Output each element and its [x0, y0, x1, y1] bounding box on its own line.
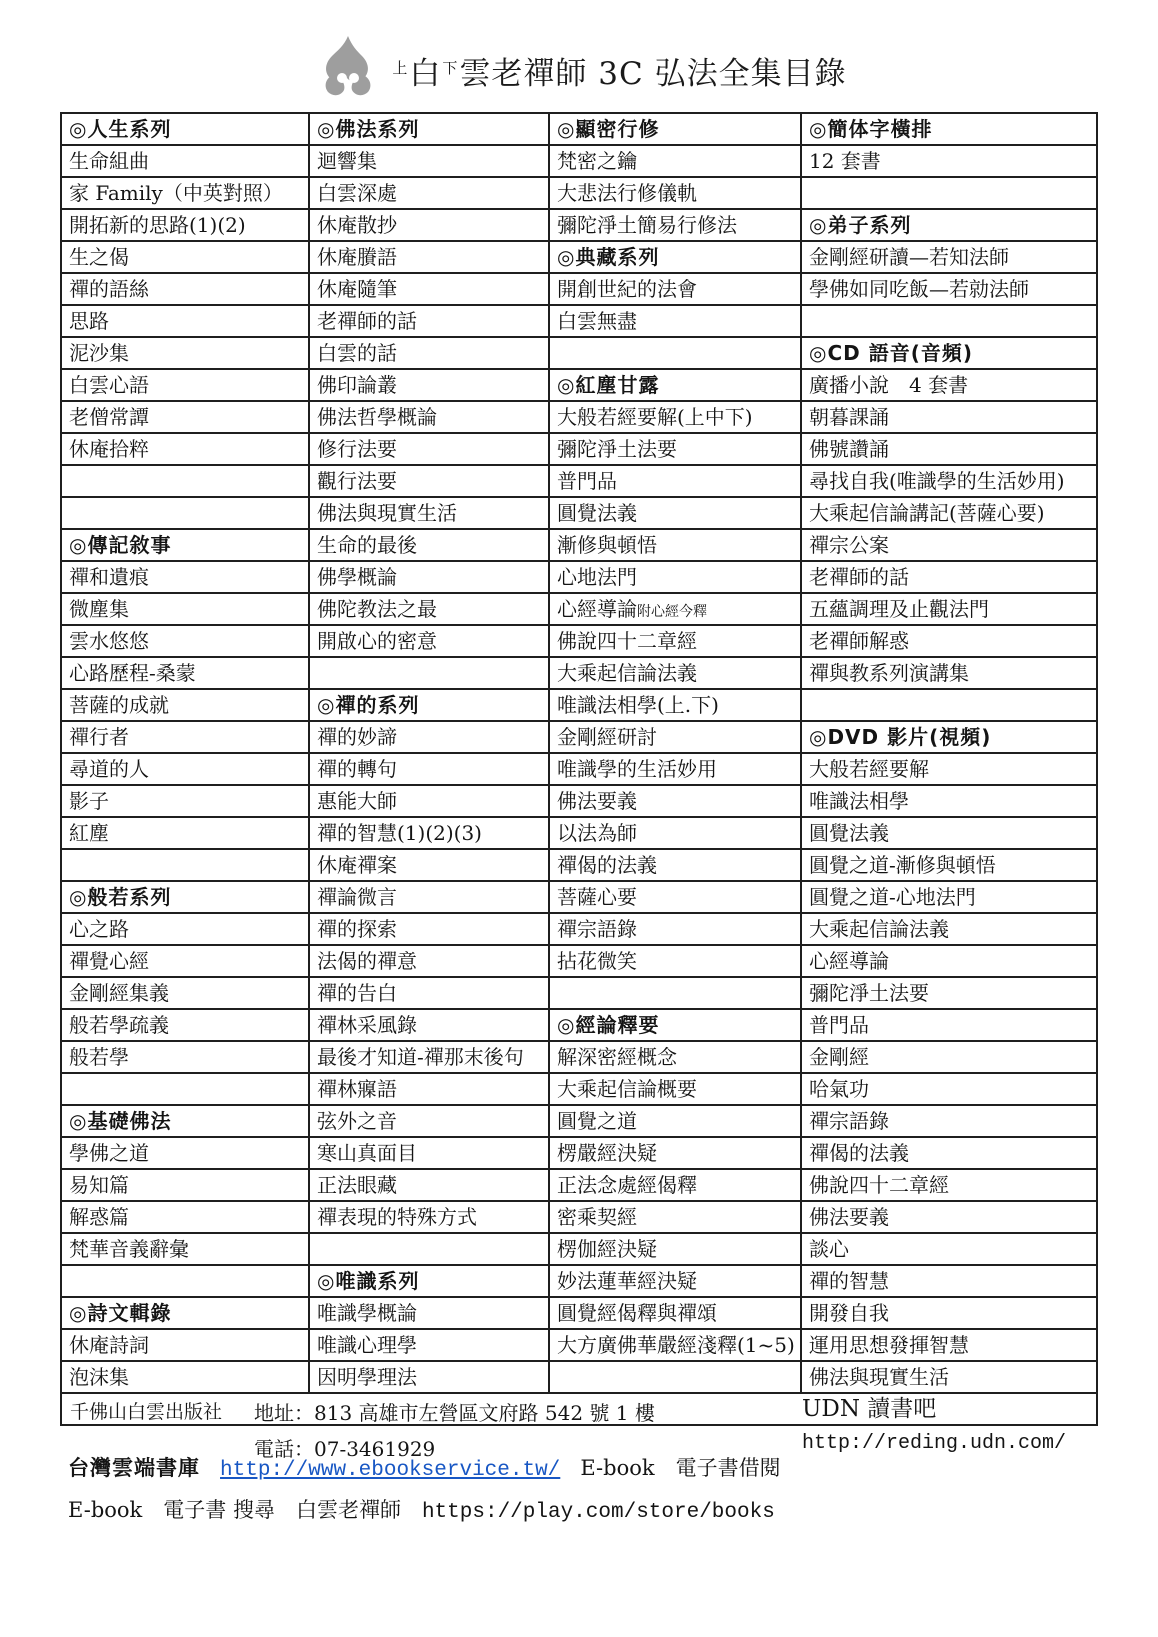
book-title-cell: 普門品 — [801, 1009, 1097, 1041]
series-header-cell: ◎DVD 影片(視頻) — [801, 721, 1097, 753]
series-header-cell: ◎經論釋要 — [549, 1009, 801, 1041]
udn-bookstore-label: UDN 讀書吧 — [802, 1396, 937, 1422]
book-title-cell: 禪偈的法義 — [549, 849, 801, 881]
book-title-cell: 12 套書 — [801, 145, 1097, 177]
table-row — [61, 945, 1097, 977]
book-title-cell: 最後才知道-禪那末後句 — [309, 1041, 549, 1073]
ebook-search-line — [68, 1494, 1158, 1524]
series-header-cell: ◎傳記敘事 — [61, 529, 309, 561]
book-title-cell: 般若學疏義 — [61, 1009, 309, 1041]
table-row — [61, 177, 1097, 209]
table-row — [61, 497, 1097, 529]
book-title-cell: 正法眼藏 — [309, 1169, 549, 1201]
page-header — [0, 0, 1158, 98]
table-row — [61, 145, 1097, 177]
book-title-cell: 彌陀淨土法要 — [801, 977, 1097, 1009]
table-row — [61, 593, 1097, 625]
book-title-cell: 佛法與現實生活 — [801, 1361, 1097, 1393]
book-title-cell: 休庵拾粹 — [61, 433, 309, 465]
book-title-cell: 生之偈 — [61, 241, 309, 273]
book-title-cell: 金剛經 — [801, 1041, 1097, 1073]
book-title-cell: 禪宗公案 — [801, 529, 1097, 561]
book-title-cell: 心經導論 — [801, 945, 1097, 977]
book-title-cell: 白雲無盡 — [549, 305, 801, 337]
book-title-cell: 觀行法要 — [309, 465, 549, 497]
publisher-address: 地址：813 高雄市左營區文府路 542 號 1 樓 — [254, 1401, 655, 1425]
table-row — [61, 529, 1097, 561]
book-title-cell: 心之路 — [61, 913, 309, 945]
book-title-cell: 金剛經研讀—若知法師 — [801, 241, 1097, 273]
book-title-cell: 佛法要義 — [549, 785, 801, 817]
book-title-cell: 開拓新的思路(1)(2) — [61, 209, 309, 241]
cloud-library-label: 台灣雲端書庫 — [68, 1455, 200, 1480]
publisher-name: 千佛山白雲出版社 — [70, 1401, 223, 1423]
book-title-cell: 解深密經概念 — [549, 1041, 801, 1073]
table-row — [61, 753, 1097, 785]
book-title-cell: 禪的妙諦 — [309, 721, 549, 753]
table-row — [61, 209, 1097, 241]
book-title-cell: 朝暮課誦 — [801, 401, 1097, 433]
empty-cell — [309, 1233, 549, 1265]
title-honorific-upper: 上 — [392, 58, 409, 77]
book-title-cell: 休庵散抄 — [309, 209, 549, 241]
book-title-cell: 廣播小說 4 套書 — [801, 369, 1097, 401]
cloud-library-suffix: E-book 電子書借閱 — [580, 1456, 781, 1480]
book-title-cell: 圓覺法義 — [549, 497, 801, 529]
book-title-cell: 梵密之鑰 — [549, 145, 801, 177]
series-header-cell: ◎基礎佛法 — [61, 1105, 309, 1137]
book-title-cell: 思路 — [61, 305, 309, 337]
book-title-cell: 唯識法相學 — [801, 785, 1097, 817]
book-title-cell: 老禪師解惑 — [801, 625, 1097, 657]
table-row — [61, 1009, 1097, 1041]
table-row — [61, 785, 1097, 817]
book-title-cell: 開啟心的密意 — [309, 625, 549, 657]
empty-cell — [61, 849, 309, 881]
series-header-cell: ◎簡体字橫排 — [801, 113, 1097, 145]
book-title-cell: 大悲法行修儀軌 — [549, 177, 801, 209]
book-title-cell: 菩薩的成就 — [61, 689, 309, 721]
page-title: $^上$白$^下$雲老禪師 3C 弘法全集目錄 — [392, 56, 847, 92]
book-title-cell: 佛說四十二章經 — [801, 1169, 1097, 1201]
book-title-cell: 大方廣佛華嚴經淺釋(1~5) — [549, 1329, 801, 1361]
table-row — [61, 1329, 1097, 1361]
book-title-cell: 彌陀淨土法要 — [549, 433, 801, 465]
table-row — [61, 1105, 1097, 1137]
book-title-cell: 泡沫集 — [61, 1361, 309, 1393]
book-title-cell: 佛號讚誦 — [801, 433, 1097, 465]
book-title-cell: 學佛如同吃飯—若勍法師 — [801, 273, 1097, 305]
series-header-cell: ◎CD 語音(音頻) — [801, 337, 1097, 369]
series-header-cell: ◎詩文輯錄 — [61, 1297, 309, 1329]
table-row — [61, 465, 1097, 497]
book-title-cell: 心經導論附心經今釋 — [549, 593, 801, 625]
book-title-cell: 禪的告白 — [309, 977, 549, 1009]
table-row — [61, 433, 1097, 465]
book-title-cell: 禪覺心經 — [61, 945, 309, 977]
udn-bookstore-url: http://reding.udn.com/ — [802, 1432, 1067, 1455]
book-title-cell: 惠能大師 — [309, 785, 549, 817]
book-title-cell: 金剛經研討 — [549, 721, 801, 753]
book-title-cell: 老僧常譚 — [61, 401, 309, 433]
book-title-cell: 正法念處經偈釋 — [549, 1169, 801, 1201]
catalog-table-body — [61, 113, 1097, 1393]
book-title-cell: 影子 — [61, 785, 309, 817]
book-title-cell: 生命組曲 — [61, 145, 309, 177]
book-title-cell: 大乘起信論講記(菩薩心要) — [801, 497, 1097, 529]
series-header-cell: ◎弟子系列 — [801, 209, 1097, 241]
series-header-cell: ◎唯識系列 — [309, 1265, 549, 1297]
book-title-cell: 休庵隨筆 — [309, 273, 549, 305]
book-title-cell: 圓覺經偈釋與禪頌 — [549, 1297, 801, 1329]
publisher-phone: 電話：07-3461929 — [254, 1437, 436, 1461]
book-title-cell: 雲水悠悠 — [61, 625, 309, 657]
empty-cell — [549, 337, 801, 369]
book-title-cell: 佛法與現實生活 — [309, 497, 549, 529]
book-title-cell: 彌陀淨土簡易行修法 — [549, 209, 801, 241]
book-title-cell: 運用思想發揮智慧 — [801, 1329, 1097, 1361]
table-row — [61, 1073, 1097, 1105]
table-row — [61, 369, 1097, 401]
book-title-cell: 佛陀教法之最 — [309, 593, 549, 625]
book-title-cell: 圓覺之道 — [549, 1105, 801, 1137]
empty-cell — [309, 657, 549, 689]
book-title-cell: 寒山真面目 — [309, 1137, 549, 1169]
table-row — [61, 625, 1097, 657]
book-title-cell: 禪的轉句 — [309, 753, 549, 785]
book-title-cell: 圓覺之道-漸修與頓悟 — [801, 849, 1097, 881]
table-row — [61, 1137, 1097, 1169]
book-title-cell: 唯識學概論 — [309, 1297, 549, 1329]
book-title-cell: 生命的最後 — [309, 529, 549, 561]
book-title-cell: 禪和遺痕 — [61, 561, 309, 593]
book-title-cell: 哈氣功 — [801, 1073, 1097, 1105]
book-title-cell: 拈花微笑 — [549, 945, 801, 977]
book-title-cell: 漸修與頓悟 — [549, 529, 801, 561]
table-row — [61, 689, 1097, 721]
book-title-cell: 休庵詩詞 — [61, 1329, 309, 1361]
book-title-cell: 普門品 — [549, 465, 801, 497]
book-title-cell: 學佛之道 — [61, 1137, 309, 1169]
book-title-cell: 禪的探索 — [309, 913, 549, 945]
book-title-cell: 禪偈的法義 — [801, 1137, 1097, 1169]
book-title-cell: 法偈的禪意 — [309, 945, 549, 977]
book-title-cell: 唯識心理學 — [309, 1329, 549, 1361]
empty-cell — [61, 497, 309, 529]
empty-cell — [61, 1265, 309, 1297]
book-title-cell: 大乘起信論法義 — [549, 657, 801, 689]
table-row — [61, 1041, 1097, 1073]
book-title-cell: 禪論微言 — [309, 881, 549, 913]
lotus-hands-logo-icon — [311, 34, 385, 98]
publisher-cell — [61, 1393, 1097, 1461]
book-title-cell: 梵華音義辭彙 — [61, 1233, 309, 1265]
book-title-cell: 佛印論叢 — [309, 369, 549, 401]
book-title-cell: 圓覺之道-心地法門 — [801, 881, 1097, 913]
empty-cell — [61, 1073, 309, 1105]
book-title-cell: 禪宗語錄 — [549, 913, 801, 945]
table-row — [61, 401, 1097, 433]
play-store-url: https://play.com/store/books — [421, 1501, 775, 1524]
ebook-search-text: E-book 電子書 搜尋 白雲老禪師 — [68, 1498, 422, 1522]
table-row — [61, 721, 1097, 753]
book-title-cell: 金剛經集義 — [61, 977, 309, 1009]
table-row — [61, 113, 1097, 145]
book-title-cell: 大般若經要解 — [801, 753, 1097, 785]
book-title-cell: 白雲心語 — [61, 369, 309, 401]
book-title-cell: 微塵集 — [61, 593, 309, 625]
series-header-cell: ◎禪的系列 — [309, 689, 549, 721]
book-title-cell: 心地法門 — [549, 561, 801, 593]
book-title-cell: 楞伽經決疑 — [549, 1233, 801, 1265]
book-title-cell: 尋道的人 — [61, 753, 309, 785]
book-title-cell: 紅塵 — [61, 817, 309, 849]
book-title-cell: 以法為師 — [549, 817, 801, 849]
table-row — [61, 849, 1097, 881]
book-title-cell: 佛學概論 — [309, 561, 549, 593]
book-title-cell: 禪表現的特殊方式 — [309, 1201, 549, 1233]
book-title-cell: 佛法要義 — [801, 1201, 1097, 1233]
book-title-cell: 開發自我 — [801, 1297, 1097, 1329]
table-row — [61, 1233, 1097, 1265]
table-row — [61, 1297, 1097, 1329]
book-title-cell: 五蘊調理及止觀法門 — [801, 593, 1097, 625]
book-title-cell: 密乘契經 — [549, 1201, 801, 1233]
book-title-cell: 禪的語絲 — [61, 273, 309, 305]
book-title-cell: 禪宗語錄 — [801, 1105, 1097, 1137]
cloud-library-line — [68, 1452, 1158, 1482]
empty-cell — [801, 177, 1097, 209]
empty-cell — [61, 465, 309, 497]
table-row — [61, 1265, 1097, 1297]
book-title-cell: 尋找自我(唯識學的生活妙用) — [801, 465, 1097, 497]
table-row — [61, 977, 1097, 1009]
table-row — [61, 913, 1097, 945]
book-title-cell: 大乘起信論法義 — [801, 913, 1097, 945]
book-title-cell: 老禪師的話 — [309, 305, 549, 337]
book-title-cell: 大乘起信論概要 — [549, 1073, 801, 1105]
book-title-cell: 休庵禪案 — [309, 849, 549, 881]
book-title-cell: 大般若經要解(上中下) — [549, 401, 801, 433]
book-title-cell: 唯識學的生活妙用 — [549, 753, 801, 785]
empty-cell — [549, 977, 801, 1009]
book-title-cell: 佛法哲學概論 — [309, 401, 549, 433]
series-header-cell: ◎紅塵甘露 — [549, 369, 801, 401]
book-title-cell: 泥沙集 — [61, 337, 309, 369]
table-row — [61, 305, 1097, 337]
publisher-row — [61, 1393, 1097, 1425]
empty-cell — [549, 1361, 801, 1393]
book-title-cell: 禪的智慧 — [801, 1265, 1097, 1297]
book-title-cell: 楞嚴經決疑 — [549, 1137, 801, 1169]
empty-cell — [801, 689, 1097, 721]
book-title-cell: 禪行者 — [61, 721, 309, 753]
catalog-table — [60, 112, 1098, 1461]
book-title-cell: 修行法要 — [309, 433, 549, 465]
series-header-cell: ◎人生系列 — [61, 113, 309, 145]
book-title-cell: 菩薩心要 — [549, 881, 801, 913]
table-row — [61, 1169, 1097, 1201]
book-title-cell: 禪的智慧(1)(2)(3) — [309, 817, 549, 849]
table-row — [61, 1361, 1097, 1393]
book-title-cell: 休庵賸語 — [309, 241, 549, 273]
series-header-cell: ◎般若系列 — [61, 881, 309, 913]
book-title-cell: 唯識法相學(上.下) — [549, 689, 801, 721]
table-row — [61, 337, 1097, 369]
book-title-cell: 開創世紀的法會 — [549, 273, 801, 305]
series-header-cell: ◎典藏系列 — [549, 241, 801, 273]
table-row — [61, 817, 1097, 849]
table-row — [61, 561, 1097, 593]
book-title-cell: 白雲深處 — [309, 177, 549, 209]
book-title-cell: 迴響集 — [309, 145, 549, 177]
empty-cell — [801, 305, 1097, 337]
table-row — [61, 241, 1097, 273]
book-title-cell: 老禪師的話 — [801, 561, 1097, 593]
book-title-cell: 談心 — [801, 1233, 1097, 1265]
page-footer — [68, 1452, 1158, 1524]
table-row — [61, 881, 1097, 913]
book-title-cell: 易知篇 — [61, 1169, 309, 1201]
cloud-library-link[interactable]: http://www.ebookservice.tw/ — [220, 1459, 561, 1482]
book-title-cell: 白雲的話 — [309, 337, 549, 369]
series-header-cell: ◎顯密行修 — [549, 113, 801, 145]
book-title-cell: 禪林采風錄 — [309, 1009, 549, 1041]
book-title-cell: 妙法蓮華經決疑 — [549, 1265, 801, 1297]
book-title-cell: 般若學 — [61, 1041, 309, 1073]
table-row — [61, 273, 1097, 305]
book-title-cell: 因明學理法 — [309, 1361, 549, 1393]
table-row — [61, 1201, 1097, 1233]
book-title-cell: 心路歷程-桑蒙 — [61, 657, 309, 689]
book-title-cell: 解惑篇 — [61, 1201, 309, 1233]
book-title-cell: 弦外之音 — [309, 1105, 549, 1137]
book-title-cell: 圓覺法義 — [801, 817, 1097, 849]
title-honorific-lower: 下 — [442, 58, 459, 77]
book-title-annotation: 附心經今釋 — [637, 603, 707, 620]
book-title-cell: 佛說四十二章經 — [549, 625, 801, 657]
table-row — [61, 657, 1097, 689]
series-header-cell: ◎佛法系列 — [309, 113, 549, 145]
book-title-cell: 禪與教系列演講集 — [801, 657, 1097, 689]
book-title-cell: 家 Family（中英對照） — [61, 177, 309, 209]
book-title-cell: 禪林寱語 — [309, 1073, 549, 1105]
